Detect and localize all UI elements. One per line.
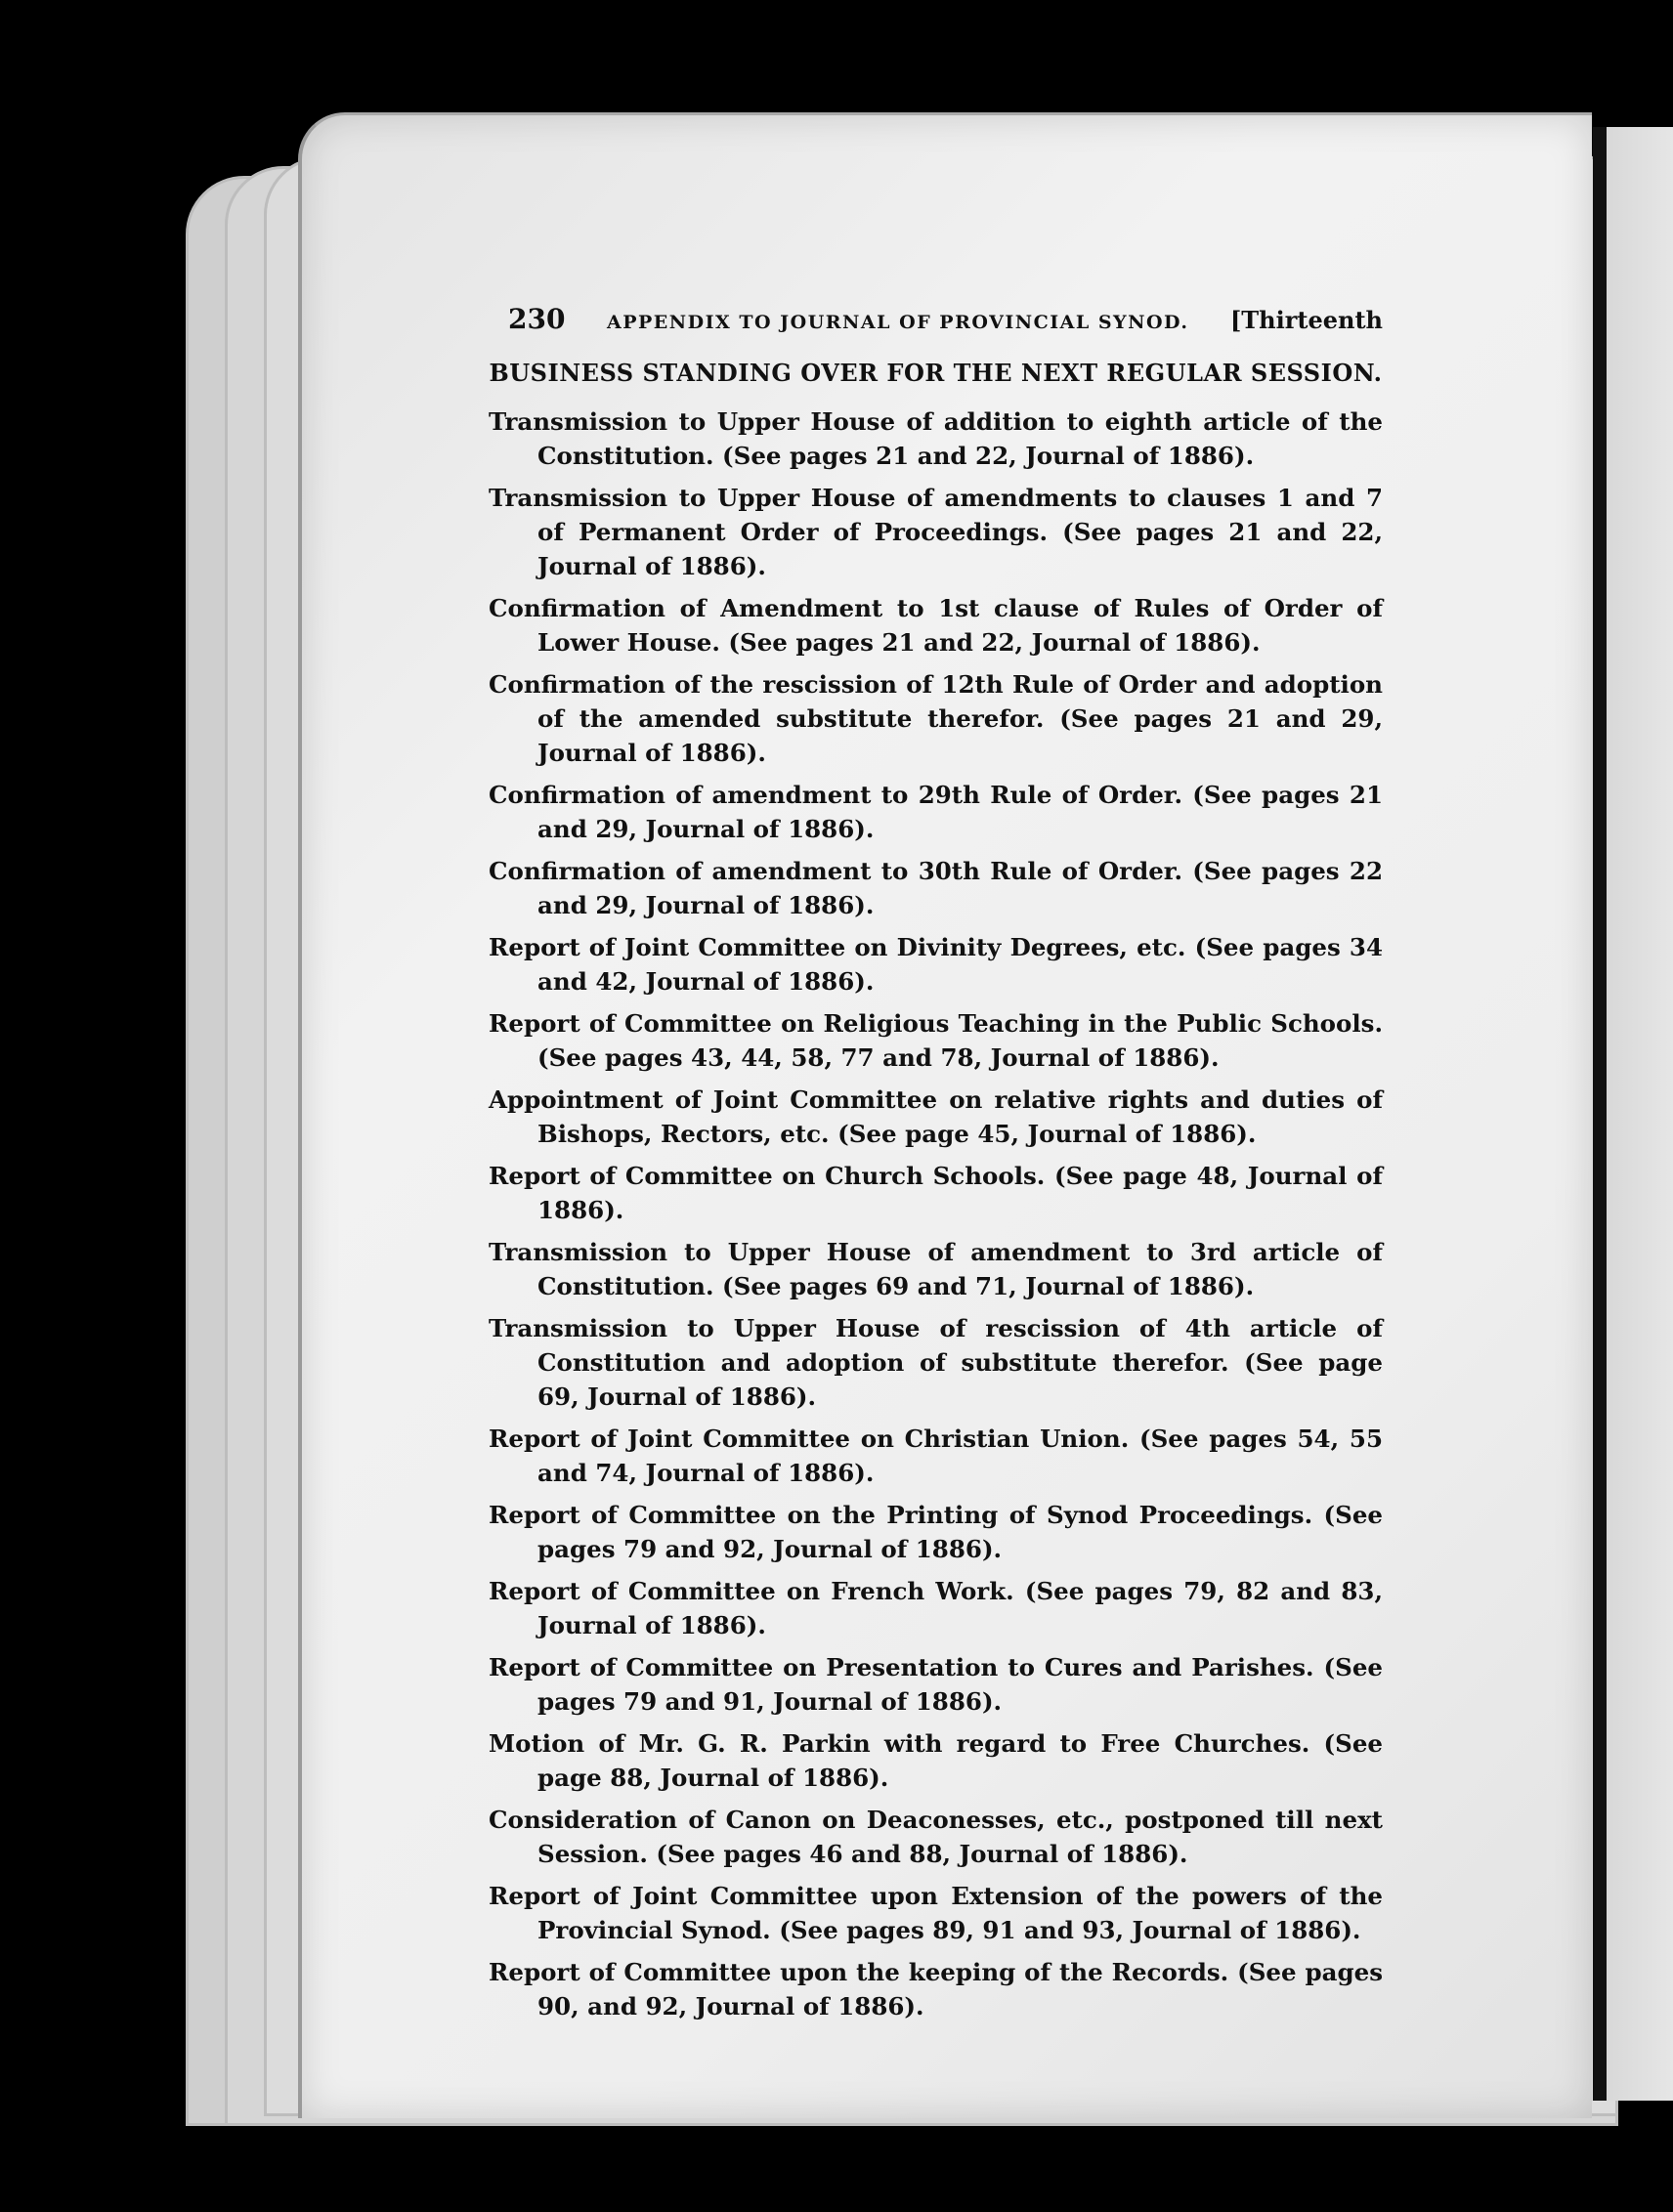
list-item: Transmission to Upper House of amendments to clauses 1 and 7 of Permanent Order of Proceedings. (See pages 21 and 22, Journal of 1886). — [489, 484, 1383, 580]
running-head-title: APPENDIX TO JOURNAL OF PROVINCIAL SYNOD. — [606, 312, 1189, 333]
business-list — [489, 404, 1383, 2023]
list-item: Report of Committee on the Printing of Synod Proceedings. (See pages 79 and 92, Journal of 1886). — [489, 1501, 1383, 1563]
list-item: Confirmation of Amendment to 1st clause of Rules of Order of Lower House. (See pages 21 and 22, Journal of 1886). — [489, 594, 1383, 657]
list-item: Report of Joint Committee upon Extension of the powers of the Provincial Synod. (See pages 89, 91 and 93, Journal of 1886). — [489, 1882, 1383, 1944]
list-item: Motion of Mr. G. R. Parkin with regard to Free Churches. (See page 88, Journal of 1886). — [489, 1729, 1383, 1792]
running-head-section: [Thirteenth — [1229, 306, 1383, 334]
facing-page-edge — [1593, 127, 1673, 2101]
page-content — [489, 303, 1383, 2031]
list-item: Confirmation of amendment to 29th Rule of Order. (See pages 21 and 29, Journal of 1886). — [489, 781, 1383, 843]
page-heading: BUSINESS STANDING OVER FOR THE NEXT REGULAR SESSION. — [489, 359, 1383, 387]
list-item: Consideration of Canon on Deaconesses, etc., postponed till next Session. (See pages 46 and 88, Journal of 1886). — [489, 1806, 1383, 1868]
list-item: Transmission to Upper House of rescission of 4th article of Constitution and adoption of substitute therefor. (See page 69, Journal of 1886). — [489, 1314, 1383, 1411]
page-number: 230 — [508, 303, 566, 335]
list-item: Report of Committee upon the keeping of the Records. (See pages 90, and 92, Journal of 1886). — [489, 1958, 1383, 2021]
list-item: Report of Committee on Presentation to Cures and Parishes. (See pages 79 and 91, Journal of 1886). — [489, 1653, 1383, 1716]
list-item: Report of Joint Committee on Christian Union. (See pages 54, 55 and 74, Journal of 1886). — [489, 1425, 1383, 1487]
list-item: Report of Committee on French Work. (See pages 79, 82 and 83, Journal of 1886). — [489, 1577, 1383, 1639]
list-item: Appointment of Joint Committee on relative rights and duties of Bishops, Rectors, etc. (See page 45, Journal of 1886). — [489, 1085, 1383, 1148]
list-item: Confirmation of the rescission of 12th Rule of Order and adoption of the amended substitute therefor. (See pages 21 and 29, Journal of 1886). — [489, 670, 1383, 767]
list-item: Report of Committee on Church Schools. (See page 48, Journal of 1886). — [489, 1162, 1383, 1224]
list-item: Transmission to Upper House of addition to eighth article of the Constitution. (See pages 21 and 22, Journal of 1886). — [489, 407, 1383, 470]
running-head — [489, 303, 1383, 335]
list-item: Report of Joint Committee on Divinity Degrees, etc. (See pages 34 and 42, Journal of 1886). — [489, 933, 1383, 996]
list-item: Transmission to Upper House of amendment to 3rd article of Constitution. (See pages 69 and 71, Journal of 1886). — [489, 1238, 1383, 1300]
list-item: Report of Committee on Religious Teaching in the Public Schools. (See pages 43, 44, 58, 77 and 78, Journal of 1886). — [489, 1009, 1383, 1072]
list-item: Confirmation of amendment to 30th Rule of Order. (See pages 22 and 29, Journal of 1886). — [489, 857, 1383, 919]
